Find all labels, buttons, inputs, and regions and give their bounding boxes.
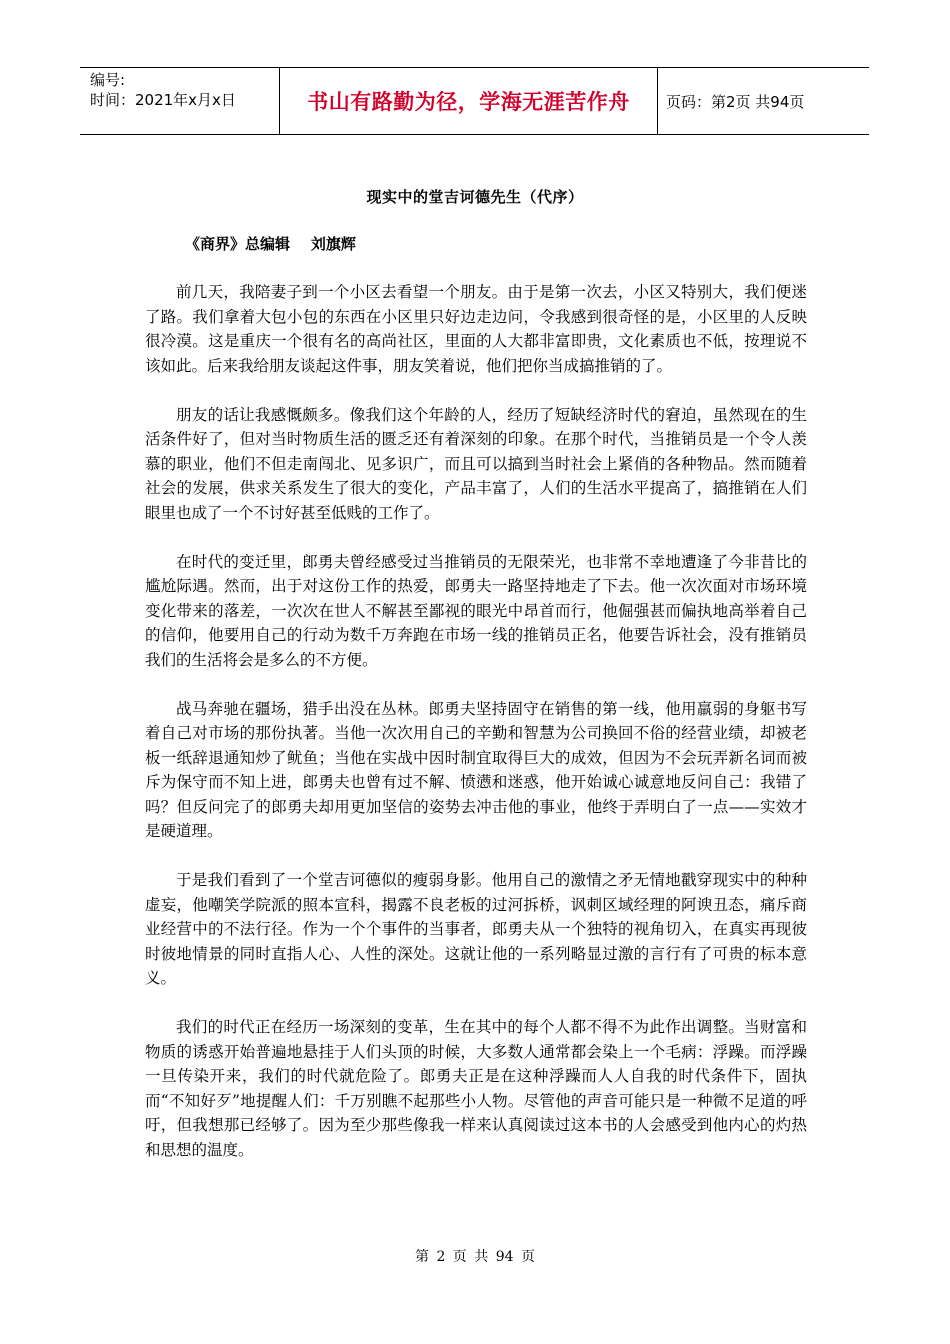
article-body [145, 280, 807, 1187]
page-header [80, 67, 869, 135]
paragraph: 于是我们看到了一个堂吉诃德似的瘦弱身影。他用自己的激情之矛无情地戳穿现实中的种种虚妄，他嘲笑学院派的照本宣科，揭露不良老板的过河拆桥，讽刺区域经理的阿谀丑态，痛斥商业经营中的不法行径。作为一个个事件的当事者，郎勇夫从一个独特的视角切入，在真实再现彼时彼地情景的同时直指人心、人性的深处。这就让他的一系列略显过激的言行有了可贵的标本意义。 [145, 871, 807, 987]
paragraph: 我们的时代正在经历一场深刻的变革，生在其中的每个人都不得不为此作出调整。当财富和物质的诱惑开始普遍地悬挂于人们头顶的时候，大多数人通常都会染上一个毛病：浮躁。而浮躁一旦传染开来，我们的时代就危险了。郎勇夫正是在这种浮躁而人人自我的时代条件下，固执而“不知好歹”地提醒人们：千万别瞧不起那些小人物。尽管他的声音可能只是一种微不足道的呼吁，但我想那已经够了。因为至少那些像我一样来认真阅读过这本书的人会感受到他内心的灼热和思想的温度。 [145, 1018, 807, 1159]
header-meta [80, 68, 280, 134]
header-slogan: 书山有路勤为径，学海无涯苦作舟 [280, 68, 658, 134]
page-footer: 第 2 页 共 94 页 [415, 1249, 535, 1265]
paragraph: 在时代的变迁里，郎勇夫曾经感受过当推销员的无限荣光，也非常不幸地遭逢了今非昔比的尴尬际遇。然而，出于对这份工作的热爱，郎勇夫一路坚持地走了下去。他一次次面对市场环境变化带来的落差，一次次在世人不解甚至鄙视的眼光中昂首而行，他倔强甚而偏执地高举着自己的信仰，他要用自己的行动为数千万奔跑在市场一线的推销员正名，他要告诉社会，没有推销员我们的生活将会是多么的不方便。 [145, 552, 807, 669]
article-author: 《商界》总编辑 刘旗辉 [185, 235, 356, 253]
paragraph: 前几天，我陪妻子到一个小区去看望一个朋友。由于是第一次去，小区又特别大，我们便迷了路。我们拿着大包小包的东西在小区里只好边走边问，令我感到很奇怪的是，小区里的人反映很冷漠。这是重庆一个很有名的高尚社区，里面的人大都非富即贵，文化素质也不低，按理说不该如此。后来我给朋友谈起这件事，朋友笑着说，他们把你当成搞推销的了。 [145, 283, 807, 375]
article-title: 现实中的堂吉诃德先生（代序） [366, 188, 584, 206]
header-page-info: 页码：第2页 共94页 [666, 92, 805, 111]
paragraph: 战马奔驰在疆场，猎手出没在丛林。郎勇夫坚持固守在销售的第一线，他用羸弱的身躯书写着自己对市场的那份执著。当他一次次用自己的辛勤和智慧为公司换回不俗的经营业绩，却被老板一纸辞退通知炒了鱿鱼；当他在实战中因时制宜取得巨大的成效，但因为不会玩弄新名词而被斥为保守而不知上进，郎勇夫也曾有过不解、愤懑和迷惑，他开始诚心诚意地反问自己：我错了吗？但反问完了的郎勇夫却用更加坚信的姿势去冲击他的事业，他终于弄明白了一点——实效才是硬道理。 [145, 699, 807, 840]
paragraph: 朋友的话让我感慨颇多。像我们这个年龄的人，经历了短缺经济时代的窘迫，虽然现在的生活条件好了，但对当时物质生活的匮乏还有着深刻的印象。在那个时代，当推销员是一个令人羡慕的职业，他们不但走南闯北、见多识广，而且可以搞到当时社会上紧俏的各种物品。然而随着社会的发展，供求关系发生了很大的变化，产品丰富了，人们的生活水平提高了，搞推销在人们眼里也成了一个不讨好甚至低贱的工作了。 [145, 405, 807, 522]
document-number-label: 编号: [90, 71, 126, 89]
document-date: 时间：2021年x月x日 [90, 91, 236, 109]
